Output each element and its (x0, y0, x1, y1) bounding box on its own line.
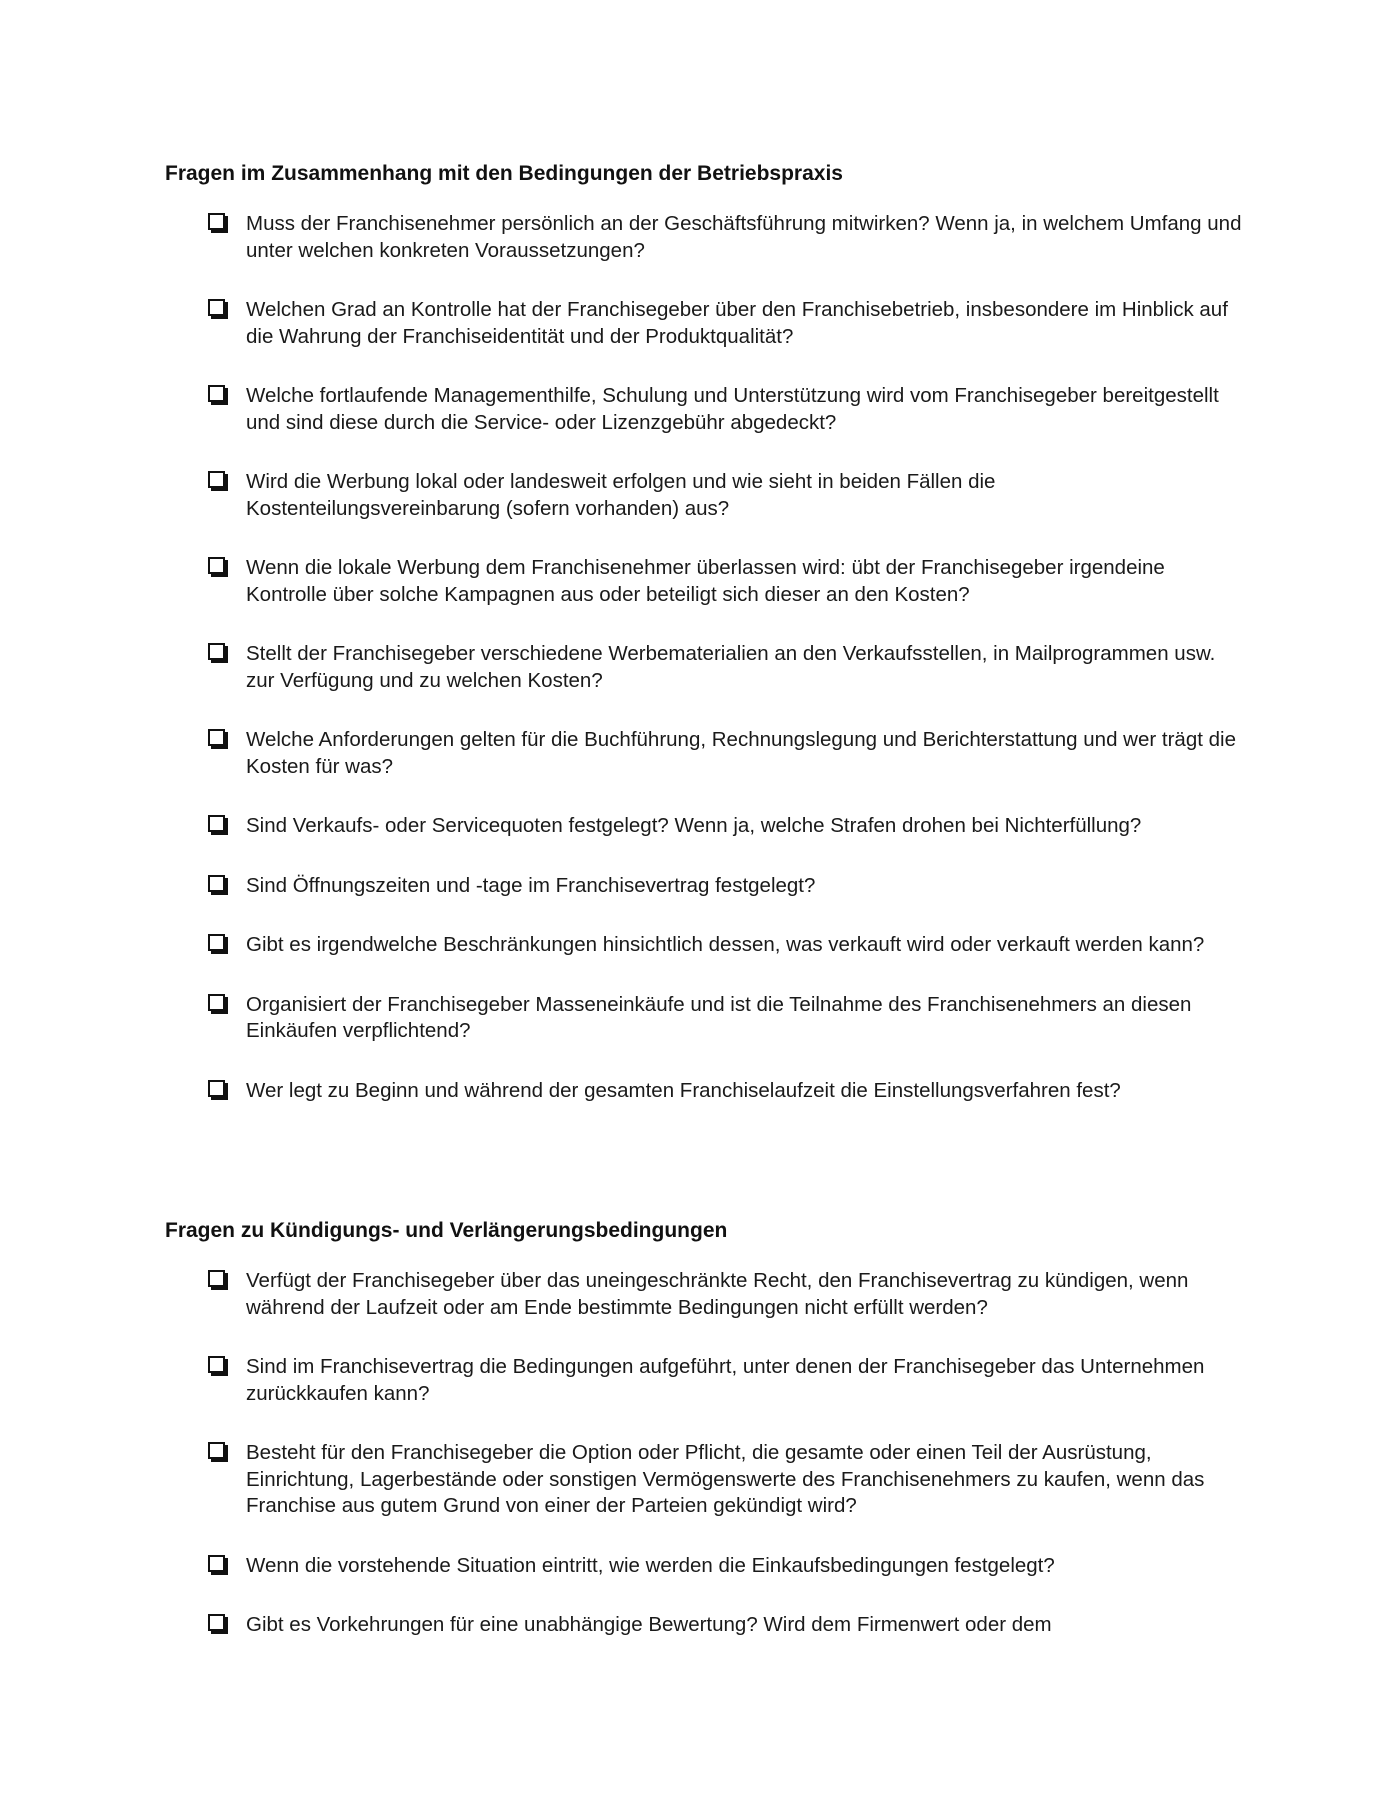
list-item (165, 211, 1245, 264)
section-operating-conditions (165, 161, 1245, 1137)
list-item (165, 1553, 1245, 1580)
checkbox-icon (208, 1442, 225, 1459)
checkbox-icon (208, 557, 225, 574)
list-item (165, 1268, 1245, 1321)
item-text: Organisiert der Franchisegeber Masseneinkäufe und ist die Teilnahme des Franchisenehmers an diesen Einkäufen verpflichtend? (246, 992, 1192, 1042)
section-heading: Fragen zu Kündigungs- und Verlängerungsbedingungen (165, 1219, 728, 1242)
list-item (165, 727, 1245, 780)
item-text: Muss der Franchisenehmer persönlich an der Geschäftsführung mitwirken? Wenn ja, in welchem Umfang und unter welchen konkreten Voraussetzungen? (246, 212, 1242, 262)
list-item (165, 1612, 1245, 1639)
item-text: Verfügt der Franchisegeber über das uneingeschränkte Recht, den Franchisevertrag zu kündigen, wenn während der Laufzeit oder am Ende bestimmte Bedingungen nicht erfüllt werden? (246, 1269, 1189, 1319)
list-item (165, 1354, 1245, 1407)
item-text: Gibt es irgendwelche Beschränkungen hinsichtlich dessen, was verkauft wird oder verkauft werden kann? (246, 933, 1205, 956)
list-item (165, 1078, 1245, 1105)
list-item (165, 813, 1245, 840)
checkbox-icon (208, 934, 225, 951)
list-item (165, 932, 1245, 959)
list-item (165, 383, 1245, 436)
item-text: Besteht für den Franchisegeber die Option oder Pflicht, die gesamte oder einen Teil der Ausrüstung, Einrichtung, Lagerbestände oder sonstigen Vermögenswerte des Franchisenehmers zu kaufen, wenn das Franchise aus gutem Grund von einer der Parteien gekündigt wird? (246, 1441, 1205, 1517)
item-text: Wird die Werbung lokal oder landesweit erfolgen und wie sieht in beiden Fällen die Kostenteilungsvereinbarung (sofern vorhanden) aus? (246, 470, 996, 520)
item-text: Wer legt zu Beginn und während der gesamten Franchiselaufzeit die Einstellungsverfahren fest? (246, 1078, 1121, 1102)
list-item (165, 1440, 1245, 1520)
checkbox-icon (208, 1080, 225, 1097)
item-text: Welche Anforderungen gelten für die Buchführung, Rechnungslegung und Berichterstattung und wer trägt die Kosten für was? (246, 728, 1236, 778)
checklist (165, 1268, 1245, 1639)
checkbox-icon (208, 875, 225, 892)
item-text: Welche fortlaufende Managementhilfe, Schulung und Unterstützung wird vom Franchisegeber bereitgestellt und sind diese durch die Service- oder Lizenzgebühr abgedeckt? (246, 384, 1219, 434)
item-text: Sind Verkaufs- oder Servicequoten festgelegt? Wenn ja, welche Strafen drohen bei Nichterfüllung? (246, 814, 1142, 837)
list-item (165, 641, 1245, 694)
checkbox-icon (208, 213, 225, 230)
checkbox-icon (208, 643, 225, 660)
checkbox-icon (208, 1270, 225, 1287)
checkbox-icon (208, 1614, 225, 1631)
list-item (165, 873, 1245, 900)
item-text: Wenn die lokale Werbung dem Franchisenehmer überlassen wird: übt der Franchisegeber irgendeine Kontrolle über solche Kampagnen aus oder beteiligt sich dieser an den Kosten? (246, 556, 1165, 606)
checklist (165, 211, 1245, 1104)
list-item (165, 555, 1245, 608)
item-text: Stellt der Franchisegeber verschiedene Werbematerialien an den Verkaufsstellen, in Mailprogrammen usw. zur Verfügung und zu welchen Kosten? (246, 642, 1216, 692)
checkbox-icon (208, 385, 225, 402)
list-item (165, 469, 1245, 522)
checkbox-icon (208, 729, 225, 746)
checkbox-icon (208, 1555, 225, 1572)
list-item (165, 992, 1245, 1045)
section-heading: Fragen im Zusammenhang mit den Bedingungen der Betriebspraxis (165, 162, 843, 185)
item-text: Sind im Franchisevertrag die Bedingungen aufgeführt, unter denen der Franchisegeber das Unternehmen zurückkaufen kann? (246, 1355, 1205, 1405)
item-text: Welchen Grad an Kontrolle hat der Franchisegeber über den Franchisebetrieb, insbesondere im Hinblick auf die Wahrung der Franchiseidentität und der Produktqualität? (246, 298, 1228, 348)
item-text: Sind Öffnungszeiten und -tage im Franchisevertrag festgelegt? (246, 873, 816, 897)
item-text: Wenn die vorstehende Situation eintritt, wie werden die Einkaufsbedingungen festgelegt? (246, 1553, 1055, 1577)
checkbox-icon (208, 299, 225, 316)
checkbox-icon (208, 471, 225, 488)
section-termination-renewal (165, 1218, 1245, 1672)
list-item (165, 297, 1245, 350)
item-text: Gibt es Vorkehrungen für eine unabhängige Bewertung? Wird dem Firmenwert oder dem (246, 1613, 1052, 1636)
checkbox-icon (208, 1356, 225, 1373)
checkbox-icon (208, 815, 225, 832)
checkbox-icon (208, 994, 225, 1011)
